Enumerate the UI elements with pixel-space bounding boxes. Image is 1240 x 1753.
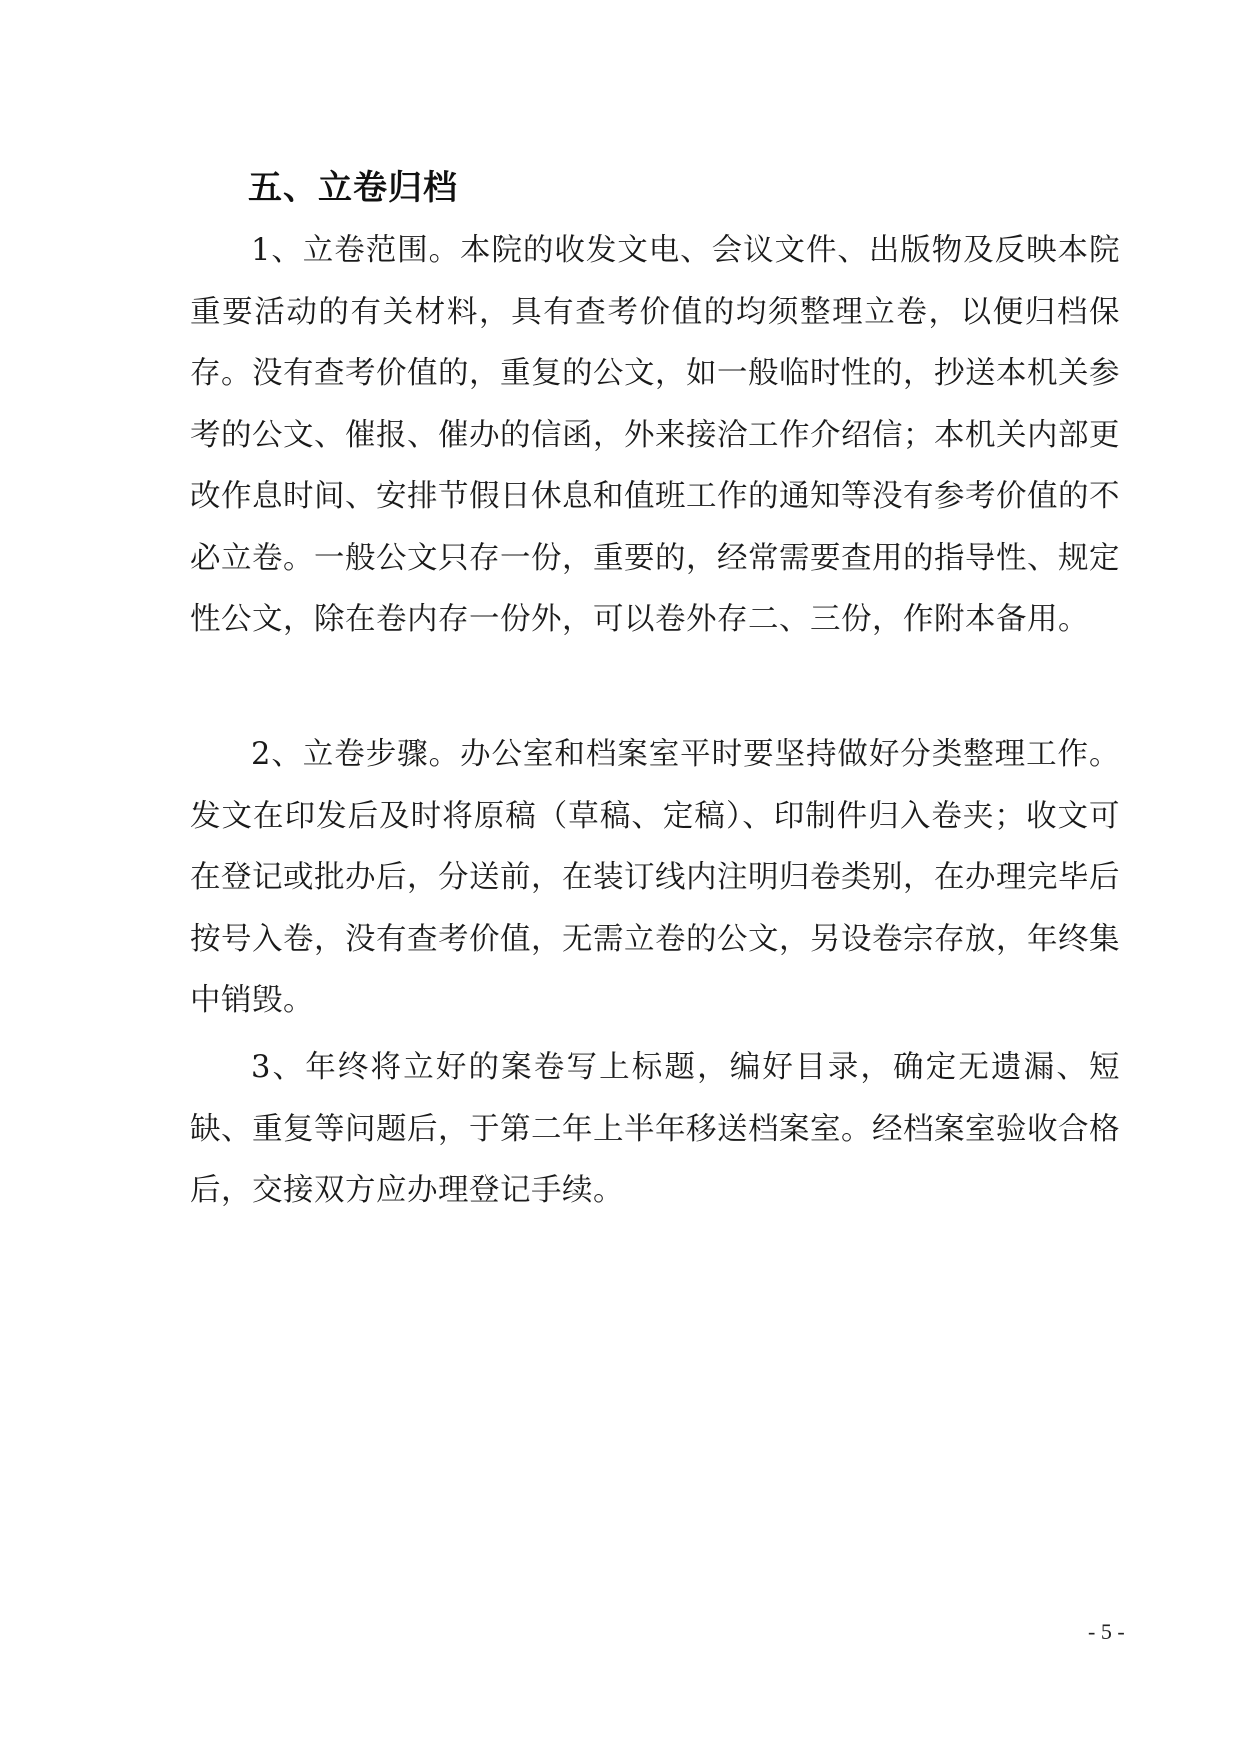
- paragraph-filing-steps: 2、立卷步骤。办公室和档案室平时要坚持做好分类整理工作。发文在印发后及时将原稿（草稿、定稿）、印制件归入卷夹；收文可在登记或批办后，分送前，在装订线内注明归卷类别，在办理完毕后按号入卷，没有查考价值，无需立卷的公文，另设卷宗存放，年终集中销毁。: [190, 737, 1120, 1018]
- page-number: - 5 -: [1088, 1619, 1125, 1644]
- section-heading: 五、立卷归档: [248, 168, 458, 208]
- paragraph-filing-scope: 1、立卷范围。本院的收发文电、会议文件、出版物及反映本院重要活动的有关材料，具有查考价值的均须整理立卷，以便归档保存。没有查考价值的，重复的公文，如一般临时性的，抄送本机关参考的公文、催报、催办的信函，外来接洽工作介绍信；本机关内部更改作息时间、安排节假日休息和值班工作的通知等没有参考价值的不必立卷。一般公文只存一份，重要的，经常需要查用的指导性、规定性公文，除在卷内存一份外，可以卷外存二、三份，作附本备用。: [190, 233, 1120, 637]
- paragraph-year-end-transfer: 3、年终将立好的案卷写上标题，编好目录，确定无遗漏、短缺、重复等问题后，于第二年上半年移送档案室。经档案室验收合格后，交接双方应办理登记手续。: [190, 1050, 1120, 1208]
